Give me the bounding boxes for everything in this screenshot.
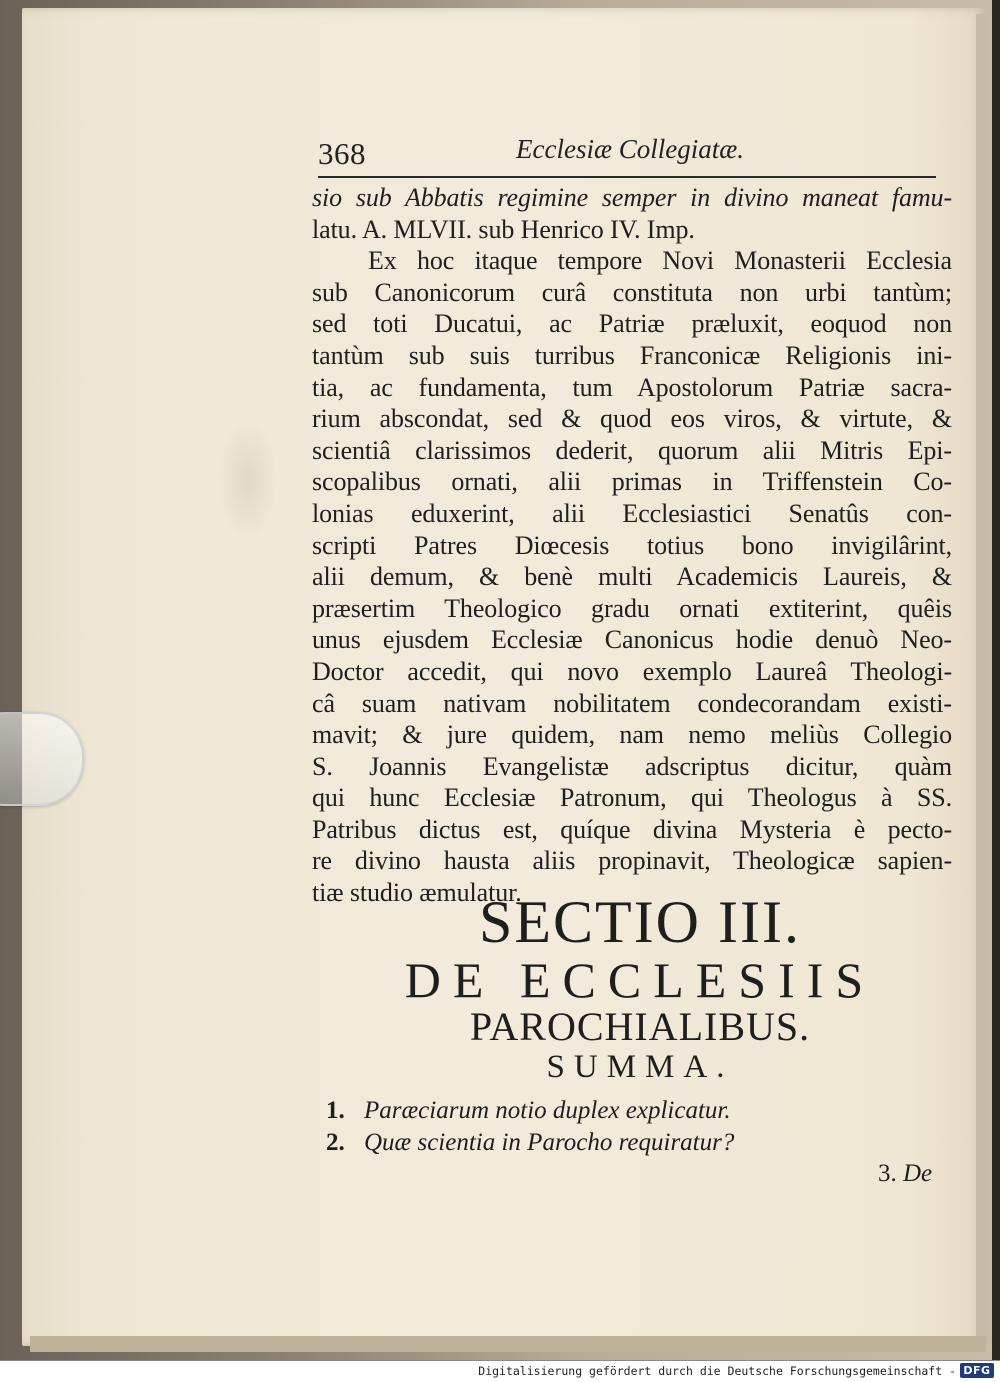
list-item (326, 1127, 926, 1159)
body-line: alii demum, & benè multi Academicis Laureis, & (312, 562, 952, 592)
body-line: lonias eduxerint, alii Ecclesiastici Senatûs con- (312, 498, 952, 528)
body-line: Ex hoc itaque tempore Novi Monasterii Ecclesia (368, 246, 952, 276)
section-title: SECTIO III. (479, 889, 801, 955)
plastic-page-clip (0, 712, 84, 806)
body-line: mavit; & jure quidem, nam nemo meliùs Collegio (312, 720, 952, 750)
body-line: sio sub Abbatis regimine semper in divino maneat famu- (312, 183, 952, 212)
catchword-word: De (903, 1160, 933, 1187)
running-head: Ecclesiæ Collegiatæ. (516, 134, 744, 164)
page-edges-right (976, 14, 988, 1344)
body-line: Doctor accedit, qui novo exemplo Laureâ Theologi- (312, 656, 952, 686)
item-text: Paræciarum notio duplex explicatur. (364, 1097, 731, 1124)
body-line: latu. A. MLVII. sub Henrico IV. Imp. (312, 214, 695, 244)
body-line: tiæ studio æmulatur. (312, 878, 522, 908)
body-line: sed toti Ducatui, ac Patriæ præluxit, eoquod non (312, 309, 952, 339)
body-line: scripti Patres Diœcesis totius bono invigilârint, (312, 530, 952, 560)
body-line: S. Joannis Evangelistæ adscriptus dicitur, quàm (312, 751, 952, 781)
item-text: Quæ scientia in Parocho requiratur? (364, 1129, 735, 1156)
body-line: câ suam nativam nobilitatem condecorandam existi- (312, 688, 952, 718)
summary-list (326, 1095, 926, 1159)
body-line: scopalibus ornati, alii primas in Triffenstein Co- (312, 467, 952, 497)
show-through-marks (218, 420, 278, 540)
list-item (326, 1095, 926, 1127)
section-subtitle-second: PAROCHIALIBUS. (469, 1004, 811, 1049)
footer-bar (0, 1360, 1000, 1382)
page-number: 368 (318, 136, 366, 171)
body-line: tia, ac fundamenta, tum Apostolorum Patriæ sacra- (312, 372, 952, 402)
body-line: rium abscondat, sed & quod eos viros, & virtute, & (312, 404, 952, 434)
page-header (318, 134, 938, 182)
body-line: tantùm sub suis turribus Franconicæ Religionis ini- (312, 340, 952, 370)
body-line: scientiâ clarissimos dederit, quorum alii Mitris Epi- (312, 435, 952, 465)
body-line: præsertim Theologico gradu ornati extiterint, quêis (312, 593, 952, 623)
header-rule (318, 176, 936, 178)
funding-credit: Digitalisierung gefördert durch die Deutsche Forschungsgemeinschaft - (478, 1364, 956, 1378)
catchword (878, 1160, 932, 1188)
section-subtitle: DE ECCLESIIS (404, 952, 876, 1008)
catchword-number: 3. (878, 1160, 897, 1187)
body-line: Patribus dictus est, quíque divina Mysteria è pecto- (312, 814, 952, 844)
summa-label: SUMMA. (546, 1049, 734, 1085)
page-edges-bottom (30, 1336, 986, 1352)
body-text (312, 182, 952, 909)
item-number: 1. (326, 1097, 345, 1124)
body-line: unus ejusdem Ecclesiæ Canonicus hodie denuò Neo- (312, 625, 952, 655)
item-number: 2. (326, 1129, 345, 1156)
body-line: re divino hausta aliis propinavit, Theologicæ sapien- (312, 846, 952, 876)
dfg-logo: DFG (960, 1363, 994, 1378)
body-line: qui hunc Ecclesiæ Patronum, qui Theologus à SS. (312, 783, 952, 813)
body-line: sub Canonicorum curâ constituta non urbi tantùm; (312, 277, 952, 307)
